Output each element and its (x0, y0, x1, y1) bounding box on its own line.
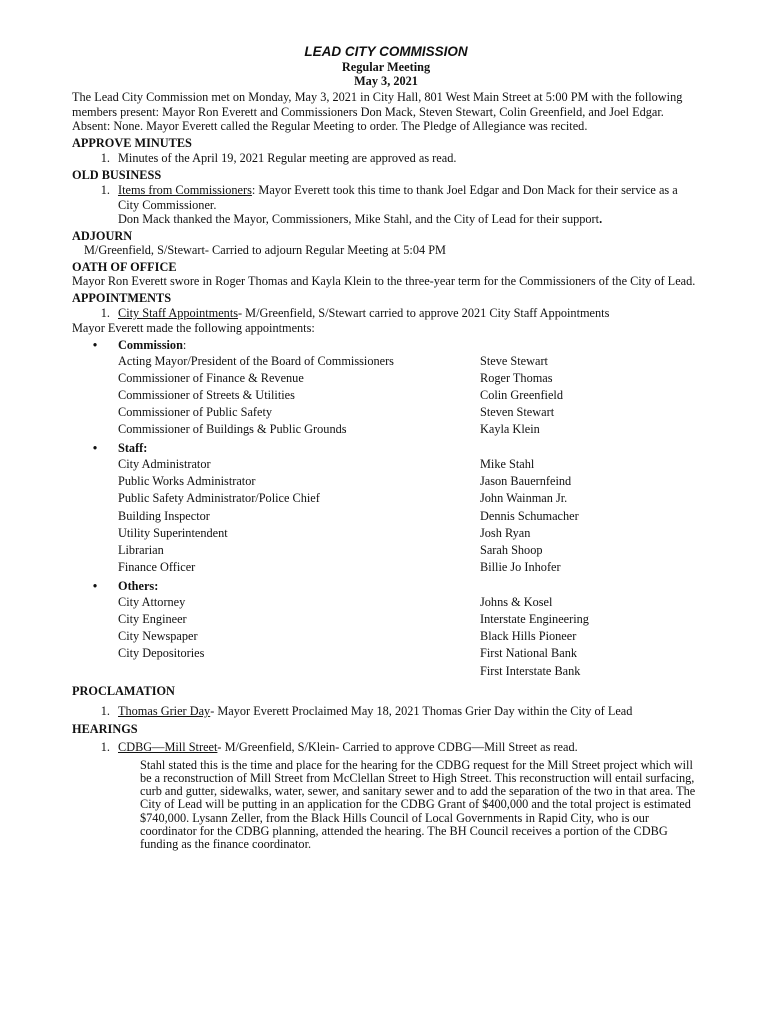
item-number: 1. (100, 740, 110, 755)
appointment-row (72, 645, 700, 662)
appointment-row (72, 594, 700, 611)
item-number: 1. (100, 183, 110, 197)
item-link-commissioners[interactable]: Items from Commissioners (118, 183, 252, 197)
intro-paragraph: The Lead City Commission met on Monday, May 3, 2021 in City Hall, 801 West Main Street at 5:00 PM with the following members present: Mayor Ron Everett and Commissioners Don Mack, Steven Stewart, Colin Greenfield, and Joel Edgar. Absent: None. Mayor Everett called the Regular Meeting to order. The Pledge of Allegiance was recited. (72, 90, 683, 133)
appointee: Colin Greenfield (480, 387, 563, 402)
role: Finance Officer (118, 560, 196, 575)
appointment-row (72, 663, 700, 680)
appointment-row (72, 387, 700, 404)
appointee: Interstate Engineering (480, 611, 589, 626)
appointee: Sarah Shoop (480, 542, 543, 557)
hearings-heading: HEARINGS (72, 721, 138, 736)
item-text: - M/Greenfield, S/Klein- Carried to approve CDBG—Mill Street as read. (217, 740, 578, 755)
approve-minutes-item (72, 151, 700, 166)
appointee: Steven Stewart (480, 405, 555, 420)
role: Commissioner of Public Safety (118, 405, 273, 420)
old-business-item (72, 183, 700, 212)
adjourn-text: M/Greenfield, S/Stewart- Carried to adjourn Regular Meeting at 5:04 PM (84, 243, 446, 257)
old-business-followup (118, 212, 700, 227)
meeting-date: May 3, 2021 (354, 74, 418, 88)
role: Commissioner of Streets & Utilities (118, 387, 295, 402)
role: City Engineer (118, 611, 187, 626)
item-body (118, 183, 700, 212)
role: Commissioner of Buildings & Public Grounds (118, 422, 347, 437)
item-text: - M/Greenfield, S/Stewart carried to approve 2021 City Staff Appointments (238, 306, 610, 320)
item-body (118, 740, 700, 755)
appointment-row (72, 404, 700, 421)
bullet-icon: • (92, 338, 98, 352)
appointments-heading: APPOINTMENTS (72, 290, 172, 305)
appointments-item (72, 306, 700, 321)
old-business-heading: OLD BUSINESS (72, 167, 162, 182)
role: Public Works Administrator (118, 474, 256, 489)
proclamation-item (72, 704, 700, 719)
appointment-row (72, 628, 700, 645)
role (118, 663, 480, 680)
staff-group-header (72, 441, 700, 456)
appointee: Josh Ryan (480, 525, 531, 540)
appointee: Dennis Schumacher (480, 508, 579, 523)
commission-colon: : (182, 338, 187, 352)
adjourn-heading: ADJOURN (72, 228, 133, 243)
document-title: LEAD CITY COMMISSION (304, 44, 468, 59)
bullet-icon: • (92, 579, 98, 594)
appointee: John Wainman Jr. (480, 491, 568, 506)
others-list (72, 594, 700, 680)
role: Librarian (118, 542, 164, 557)
appointments-intro: Mayor Everett made the following appointments: (72, 320, 315, 335)
oath-text: Mayor Ron Everett swore in Roger Thomas and Kayla Klein to the three-year term for the Commissioners of the City of Lead. (72, 274, 696, 288)
followup-end: . (599, 212, 603, 226)
appointment-row (72, 353, 700, 370)
hearing-detail: Stahl stated this is the time and place for the hearing for the CDBG request for the Mill Street project which will be a reconstruction of Mill Street from McClellan Street to High Street. This reconstruction will entail surfacing, curb and gutter, sidewalks, water, sewer, and sanitary sewer and to add the separation of the two in that area. The City of Lead will be putting in an application for the CDBG Grant of $400,000 and the total project is estimated $740,000. Lysann Zeller, from the Black Hills Council of Local Governments in Rapid City, who is our coordinator for the CDBG planning, attended the hearing. The BH Council receives a portion of the CDBG funding as the finance coordinator. (140, 757, 696, 851)
role: Acting Mayor/President of the Board of Commissioners (118, 353, 394, 368)
appointment-row (72, 421, 700, 438)
appointment-row (72, 473, 700, 490)
item-number: 1. (100, 306, 110, 320)
item-number: 1. (100, 704, 110, 719)
appointment-row (72, 525, 700, 542)
followup-text: Don Mack thanked the Mayor, Commissioners, Mike Stahl, and the City of Lead for their support (118, 212, 600, 226)
appointee: Black Hills Pioneer (480, 629, 577, 644)
appointee: Kayla Klein (480, 422, 540, 437)
appointee: Billie Jo Inhofer (480, 560, 561, 575)
item-text: Minutes of the April 19, 2021 Regular meeting are approved as read. (118, 151, 457, 165)
role: Building Inspector (118, 508, 210, 523)
commission-group-header (72, 338, 700, 353)
appointee: Steve Stewart (480, 353, 548, 368)
appointee: Jason Bauernfeind (480, 474, 572, 489)
appointee: Johns & Kosel (480, 594, 553, 609)
item-link-thomas-grier-day[interactable]: Thomas Grier Day (118, 704, 211, 719)
role: Public Safety Administrator/Police Chief (118, 491, 320, 506)
item-text: - Mayor Everett Proclaimed May 18, 2021 Thomas Grier Day within the City of Lead (210, 704, 633, 719)
approve-minutes-heading: APPROVE MINUTES (72, 135, 192, 150)
meeting-type: Regular Meeting (341, 60, 431, 74)
role: Commissioner of Finance & Revenue (118, 370, 304, 385)
others-label: Others: (118, 579, 159, 594)
item-link-staff-appointments[interactable]: City Staff Appointments (118, 306, 239, 320)
appointment-row (72, 490, 700, 507)
staff-list (72, 456, 700, 576)
oath-heading: OATH OF OFFICE (72, 259, 177, 274)
appointment-row (72, 508, 700, 525)
commission-label: Commission (118, 338, 183, 352)
role: City Depositories (118, 646, 205, 661)
role: City Attorney (118, 594, 186, 609)
item-number: 1. (100, 151, 110, 165)
appointment-row (72, 559, 700, 576)
proclamation-heading: PROCLAMATION (72, 683, 175, 698)
hearings-item (72, 740, 700, 755)
appointee: Mike Stahl (480, 456, 535, 471)
appointment-row (72, 611, 700, 628)
role: Utility Superintendent (118, 525, 228, 540)
item-link-cdbg-mill-street[interactable]: CDBG—Mill Street (118, 740, 218, 755)
others-group-header (72, 579, 700, 594)
item-body (118, 704, 700, 719)
item-body (118, 306, 700, 321)
item-text: : Mayor Everett took this time to thank Joel Edgar and Don Mack for their service as a City Commissioner. (118, 183, 678, 212)
appointment-row (72, 456, 700, 473)
staff-label: Staff: (118, 441, 148, 456)
appointee: First Interstate Bank (480, 663, 581, 678)
appointee: Roger Thomas (480, 370, 553, 385)
role: City Newspaper (118, 629, 198, 644)
appointment-row (72, 542, 700, 559)
bullet-icon: • (92, 441, 98, 456)
role: City Administrator (118, 456, 211, 471)
commission-list (72, 353, 700, 439)
minutes-document (72, 44, 700, 851)
appointee: First National Bank (480, 646, 578, 661)
appointment-row (72, 370, 700, 387)
